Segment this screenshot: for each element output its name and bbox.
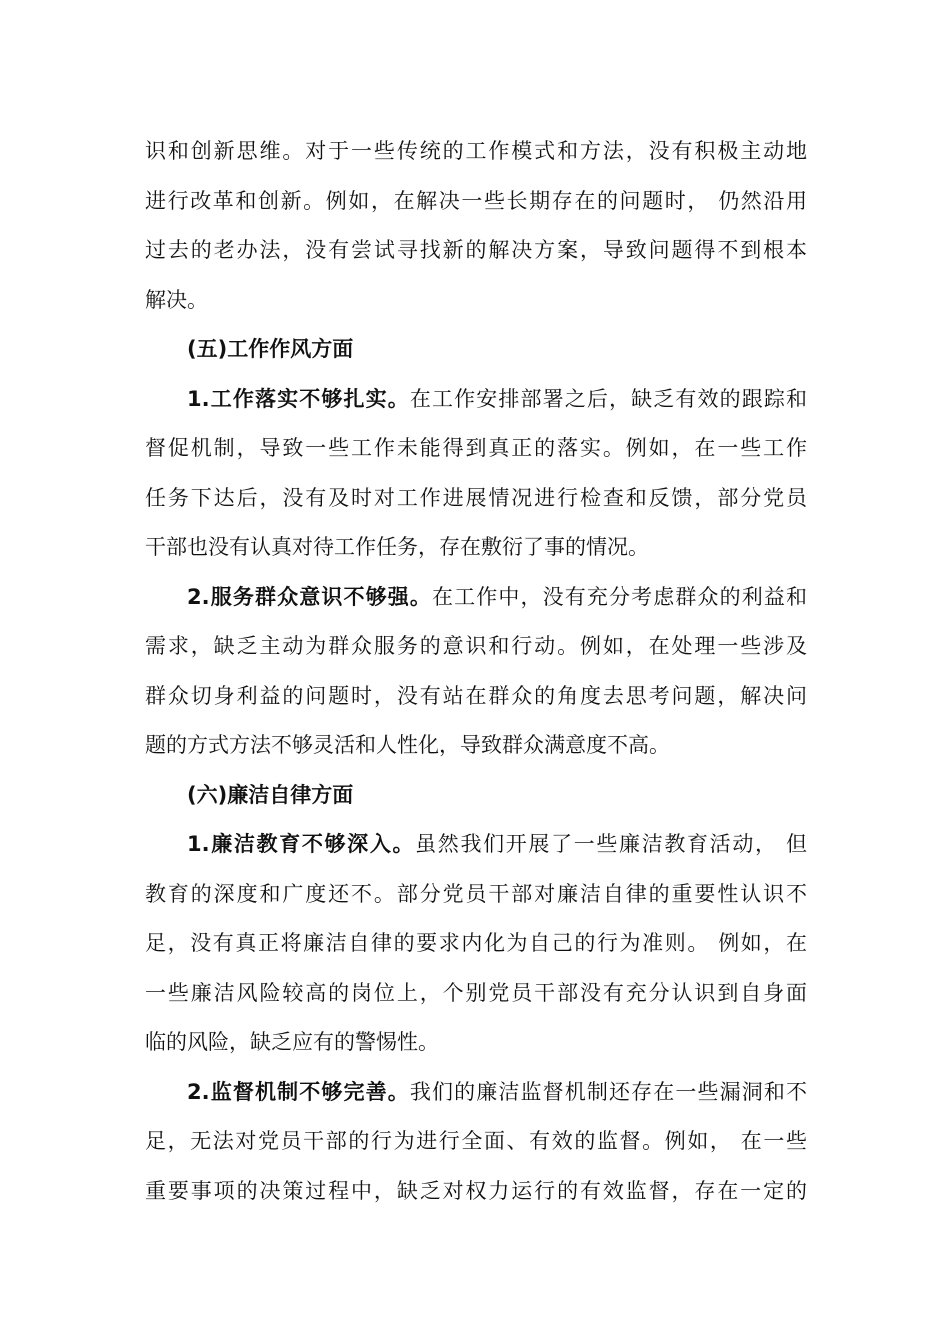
paragraph-line: 督促机制，导致一些工作未能得到真正的落实。例如，在一些工作: [145, 436, 807, 460]
paragraph-line: 重要事项的决策过程中，缺乏对权力运行的有效监督，存在一定的: [145, 1178, 807, 1203]
paragraph-line: 足，没有真正将廉洁自律的要求内化为自己的行为准则。 例如，在: [145, 931, 807, 955]
paragraph-line: 识和创新思维。对于一些传统的工作模式和方法，没有积极主动地: [145, 139, 807, 163]
section-heading: (六)廉洁自律方面: [187, 782, 354, 807]
paragraph-first-line: [145, 573, 807, 623]
paragraph-line: 进行改革和创新。例如，在解决一些长期存在的问题时， 仍然沿用: [145, 188, 807, 213]
paragraph-text: 在工作安排部署之后，缺乏有效的跟踪和: [409, 386, 807, 411]
paragraph-lead: 1.廉洁教育不够深入。: [187, 832, 416, 856]
paragraph-first-line: [145, 1068, 807, 1118]
paragraph-lead: 1.工作落实不够扎实。: [187, 386, 410, 411]
paragraph-lead: 2.监督机制不够完善。: [187, 1079, 410, 1104]
paragraph-line: 解决。: [145, 287, 208, 312]
paragraph-line: 需求，缺乏主动为群众服务的意识和行动。例如，在处理一些涉及: [145, 634, 807, 658]
document-page: [145, 127, 807, 1216]
paragraph-line: 干部也没有认真对待工作任务，存在敷衍了事的情况。: [145, 535, 649, 559]
paragraph-line: 一些廉洁风险较高的岗位上，个别党员干部没有充分认识到自身面: [145, 980, 807, 1005]
paragraph-line: 教育的深度和广度还不。部分党员干部对廉洁自律的重要性认识不: [145, 881, 807, 906]
paragraph-lead: 2.服务群众意识不够强。: [187, 584, 432, 609]
paragraph-line: 群众切身利益的问题时，没有站在群众的角度去思考问题，解决问: [145, 683, 807, 708]
paragraph-line: 题的方式方法不够灵活和人性化，导致群众满意度不高。: [145, 733, 670, 757]
paragraph-line: 临的风险，缺乏应有的警惕性。: [145, 1030, 439, 1054]
paragraph-first-line: [145, 820, 807, 870]
paragraph-line: 任务下达后，没有及时对工作进展情况进行检查和反馈，部分党员: [145, 485, 807, 510]
paragraph-first-line: [145, 375, 807, 425]
paragraph-text: 我们的廉洁监督机制还存在一些漏洞和不: [409, 1079, 807, 1104]
paragraph-line: 足，无法对党员干部的行为进行全面、有效的监督。例如， 在一些: [145, 1129, 807, 1153]
section-heading: (五)工作作风方面: [187, 337, 354, 361]
paragraph-text: 在工作中，没有充分考虑群众的利益和: [431, 584, 807, 609]
paragraph-text: 虽然我们开展了一些廉洁教育活动， 但: [415, 832, 807, 856]
paragraph-line: 过去的老办法，没有尝试寻找新的解决方案，导致问题得不到根本: [145, 238, 807, 262]
